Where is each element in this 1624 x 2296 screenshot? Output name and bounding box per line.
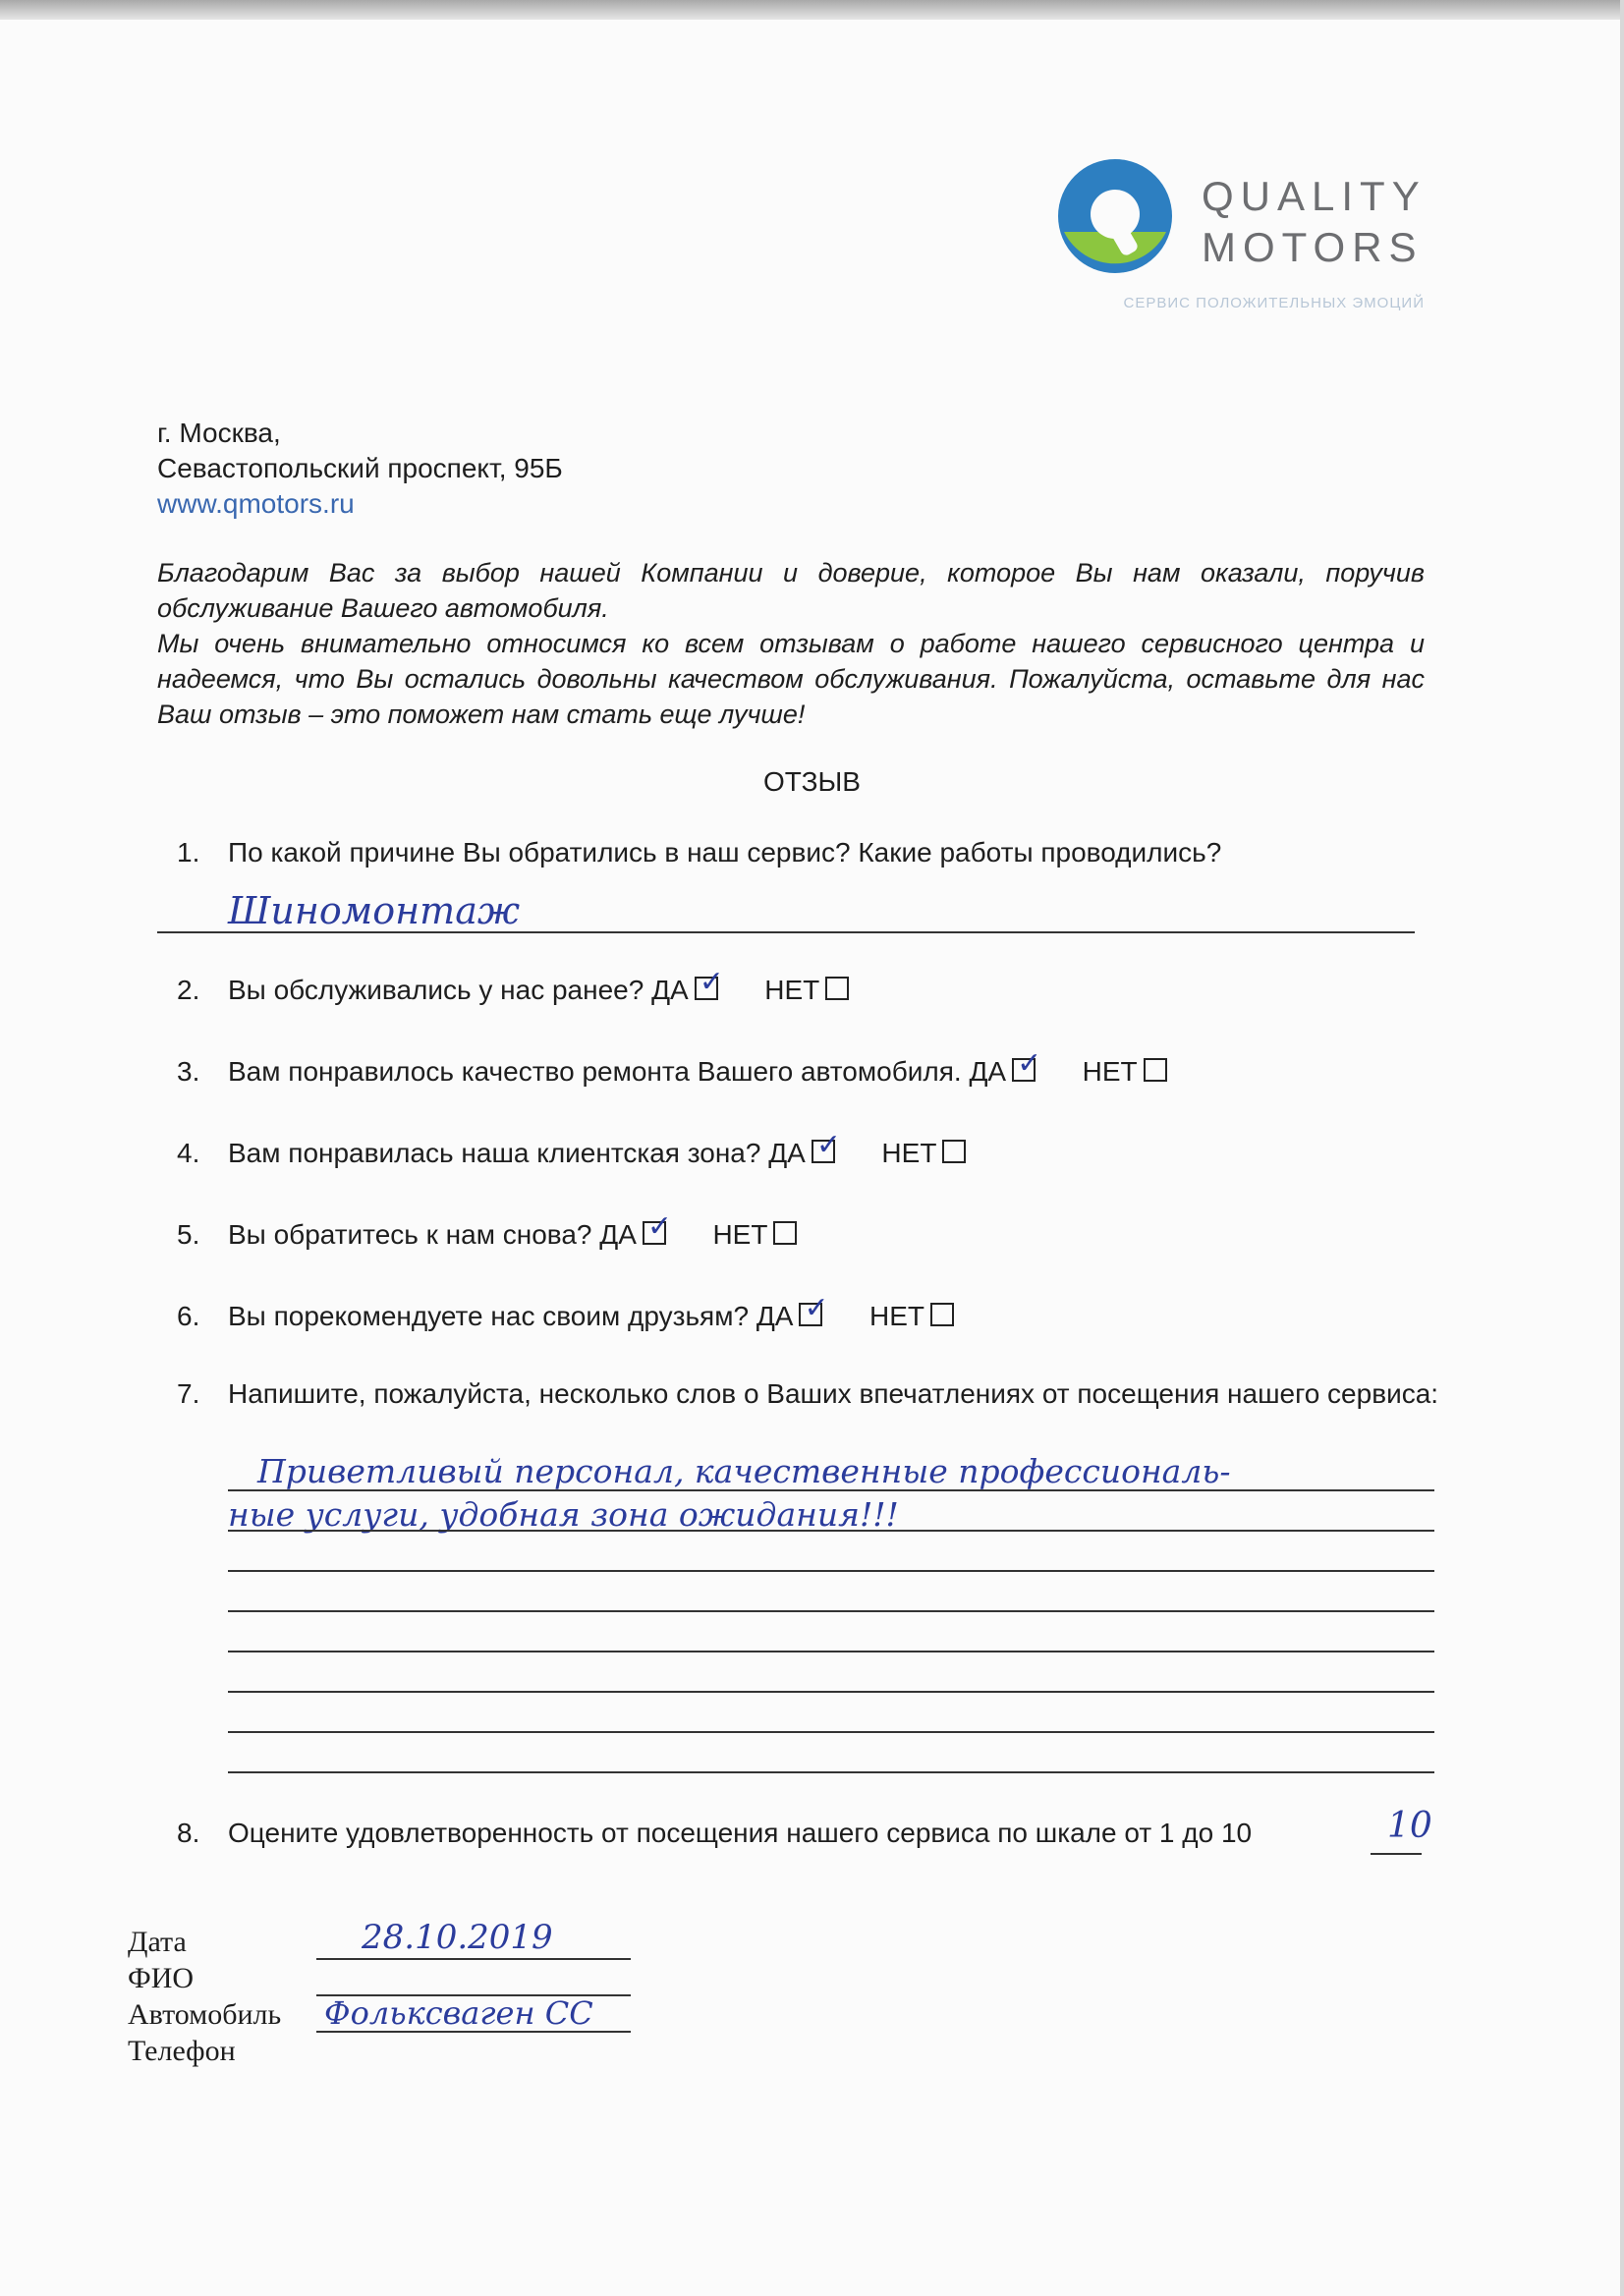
phone-label: Телефон	[128, 2035, 236, 2067]
no-label: НЕТ	[764, 975, 820, 1005]
answer-7-handwriting-line-1: Приветливый персонал, качественные профессиональ-	[257, 1452, 1231, 1490]
q-logo-icon	[1056, 155, 1184, 283]
check-mark-icon: ✓	[646, 1209, 673, 1244]
question-3	[177, 1046, 1167, 1088]
no-label: НЕТ	[712, 1219, 768, 1250]
car-label: Автомобиль	[128, 1998, 282, 2031]
car-handwriting: Фольксваген СС	[324, 1994, 593, 2032]
date-label: Дата	[128, 1926, 187, 1958]
question-text: Напишите, пожалуйста, несколько слов о Ваших впечатлениях от посещения нашего сервиса:	[228, 1378, 1439, 1409]
question-number: 2.	[177, 975, 200, 1005]
question-4	[177, 1128, 966, 1169]
answer-1-handwriting: Шиномонтаж	[228, 889, 521, 932]
question-1	[177, 837, 1221, 868]
scan-top-edge	[0, 0, 1624, 20]
no-checkbox[interactable]	[773, 1221, 797, 1245]
no-checkbox[interactable]	[930, 1303, 954, 1326]
no-checkbox[interactable]	[942, 1140, 966, 1163]
no-label: НЕТ	[881, 1138, 937, 1168]
yes-label: ДА	[969, 1056, 1007, 1087]
check-mark-icon: ✓	[699, 965, 724, 999]
question-text: Вы порекомендуете нас своим друзьям?	[228, 1301, 750, 1331]
question-text: Оцените удовлетворенность от посещения нашего сервиса по шкале от 1 до 10	[228, 1818, 1253, 1848]
answer-7-line	[228, 1731, 1434, 1733]
logo-text-quality: QUALITY	[1202, 173, 1427, 219]
date-line	[316, 1958, 631, 1960]
intro-paragraph-1: Благодарим Вас за выбор нашей Компании и доверие, которое Вы нам оказали, поручив обслуживание Вашего автомобиля.	[157, 558, 1425, 623]
intro-paragraph-2: Мы очень внимательно относимся ко всем отзывам о работе нашего сервисного центра и надеемся, что Вы остались довольны качеством обслуживания. Пожалуйста, оставьте для нас Ваш отзыв – это поможет нам стать еще лучше!	[157, 629, 1425, 729]
logo-text-motors: MOTORS	[1202, 224, 1424, 270]
date-handwriting: 28.10.2019	[362, 1918, 553, 1957]
question-number: 3.	[177, 1056, 200, 1087]
question-2	[177, 965, 849, 1006]
question-number: 8.	[177, 1818, 200, 1848]
logo-tagline: СЕРВИС ПОЛОЖИТЕЛЬНЫХ ЭМОЦИЙ	[1123, 295, 1425, 311]
address-street: Севастопольский проспект, 95Б	[157, 453, 563, 483]
yes-label: ДА	[768, 1138, 806, 1168]
question-text: Вы обратитесь к нам снова?	[228, 1219, 592, 1250]
answer-7-line	[228, 1771, 1434, 1773]
yes-checkbox[interactable]	[695, 965, 724, 1000]
yes-label: ДА	[651, 975, 689, 1005]
name-label: ФИО	[128, 1962, 195, 1994]
no-checkbox[interactable]	[1144, 1058, 1167, 1082]
question-number: 4.	[177, 1138, 200, 1168]
check-mark-icon: ✓	[815, 1128, 841, 1162]
intro-text	[157, 555, 1425, 732]
check-mark-icon: ✓	[1017, 1046, 1042, 1081]
address-city: г. Москва,	[157, 418, 281, 448]
yes-label: ДА	[599, 1219, 637, 1250]
answer-7-line	[228, 1610, 1434, 1612]
question-number: 5.	[177, 1219, 200, 1250]
question-7	[177, 1375, 1444, 1413]
yes-label: ДА	[756, 1301, 794, 1331]
answer-1-line	[157, 931, 1415, 933]
check-mark-icon: ✓	[804, 1291, 829, 1325]
question-text: Вы обслуживались у нас ранее?	[228, 975, 644, 1005]
question-5	[177, 1209, 797, 1251]
answer-7-line	[228, 1651, 1434, 1652]
question-number: 7.	[177, 1378, 200, 1409]
no-checkbox[interactable]	[825, 977, 849, 1000]
answer-7-handwriting-line-2: ные услуги, удобная зона ожидания!!!	[228, 1495, 899, 1534]
no-label: НЕТ	[1082, 1056, 1138, 1087]
answer-8-handwriting: 10	[1387, 1806, 1432, 1846]
question-6	[177, 1291, 954, 1332]
yes-checkbox[interactable]	[812, 1128, 841, 1163]
question-8	[177, 1818, 1252, 1849]
question-number: 1.	[177, 837, 200, 868]
scan-right-edge	[1620, 0, 1624, 2296]
no-label: НЕТ	[869, 1301, 925, 1331]
form-title: ОТЗЫВ	[763, 766, 861, 797]
question-text: Вам понравилась наша клиентская зона?	[228, 1138, 761, 1168]
yes-checkbox[interactable]	[643, 1209, 673, 1245]
yes-checkbox[interactable]	[799, 1291, 829, 1326]
answer-7-line	[228, 1489, 1434, 1491]
quality-motors-logo	[1056, 155, 1429, 322]
question-text: По какой причине Вы обратились в наш сервис? Какие работы проводились?	[228, 837, 1222, 868]
question-text: Вам понравилось качество ремонта Вашего автомобиля.	[228, 1056, 962, 1087]
question-number: 6.	[177, 1301, 200, 1331]
answer-7-line	[228, 1530, 1434, 1532]
answer-7-line	[228, 1570, 1434, 1572]
answer-8-line	[1371, 1853, 1422, 1855]
yes-checkbox[interactable]	[1012, 1046, 1042, 1082]
website-link[interactable]: www.qmotors.ru	[157, 488, 355, 519]
answer-7-line	[228, 1691, 1434, 1693]
